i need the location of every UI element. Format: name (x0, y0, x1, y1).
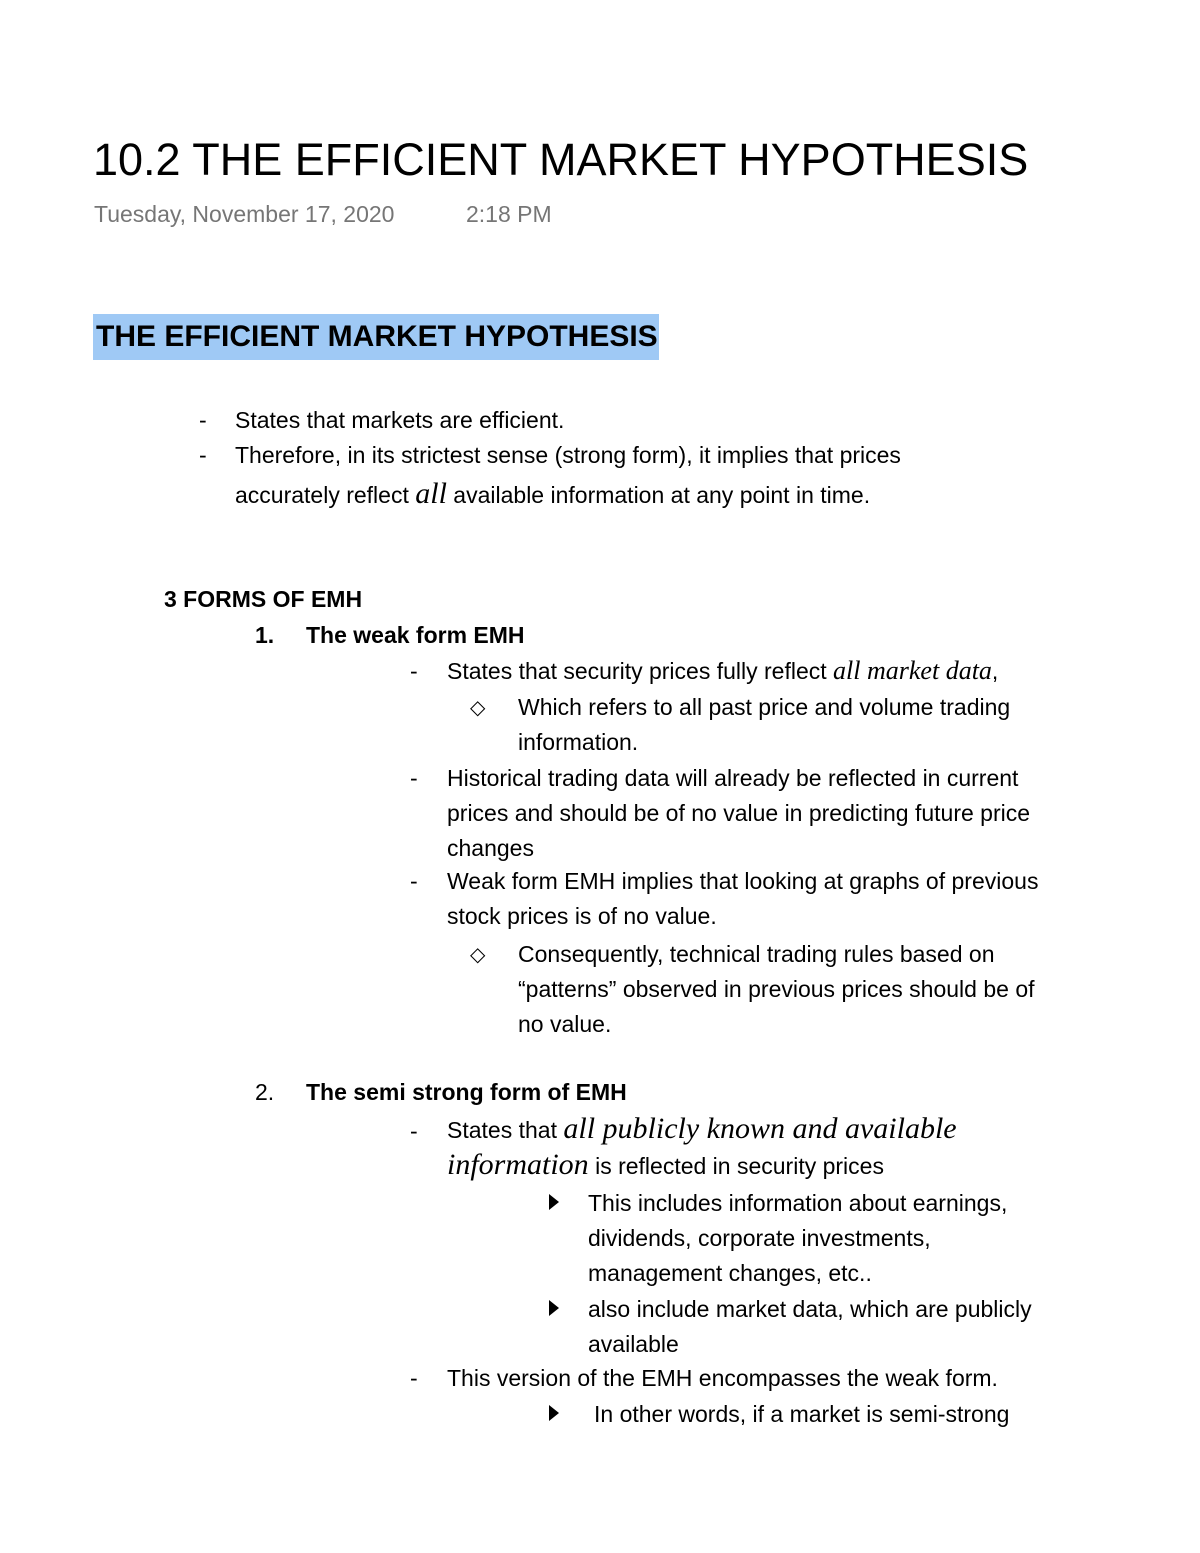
dash-bullet: - (410, 1118, 418, 1144)
sub-bullet-text: available (588, 1331, 679, 1357)
bullet-text-continued: information is reflected in security prices (447, 1148, 884, 1181)
bullet-text: Historical trading data will already be reflected in current (447, 765, 1019, 791)
sub-bullet-text: Consequently, technical trading rules based on (518, 941, 995, 967)
bullet-text: States that markets are efficient. (235, 407, 565, 433)
page-date: Tuesday, November 17, 2020 (94, 201, 395, 227)
sub-bullet-text: In other words, if a market is semi-strong (594, 1401, 1010, 1427)
dash-bullet: - (410, 868, 418, 894)
bullet-text: This version of the EMH encompasses the weak form. (447, 1365, 998, 1391)
sub-bullet-text: dividends, corporate investments, (588, 1225, 931, 1251)
emphasis-text: all (415, 477, 447, 510)
dash-bullet: - (199, 442, 207, 468)
page-title: 10.2 THE EFFICIENT MARKET HYPOTHESIS (93, 134, 1029, 185)
dash-bullet: - (199, 407, 207, 433)
sub-bullet-text: no value. (518, 1011, 612, 1037)
list-number: 1. (255, 622, 275, 648)
bullet-text: stock prices is of no value. (447, 903, 717, 929)
triangle-bullet-icon (549, 1405, 559, 1421)
emphasis-text: all market data (833, 656, 992, 685)
triangle-bullet-icon (549, 1300, 559, 1316)
page-time: 2:18 PM (466, 201, 552, 227)
bullet-text: changes (447, 835, 534, 861)
section-heading: THE EFFICIENT MARKET HYPOTHESIS (96, 320, 658, 353)
sub-bullet-text: “patterns” observed in previous prices should be of (518, 976, 1035, 1002)
triangle-bullet-icon (549, 1194, 559, 1210)
forms-heading: 3 FORMS OF EMH (164, 586, 363, 612)
emphasis-text: all publicly known and available (563, 1112, 957, 1145)
weak-form-title: The weak form EMH (306, 622, 525, 648)
bullet-text: Therefore, in its strictest sense (strong form), it implies that prices (235, 442, 901, 468)
diamond-bullet-icon: ◇ (470, 944, 486, 966)
bullet-text: States that all publicly known and available (447, 1112, 957, 1145)
sub-bullet-text: information. (518, 729, 639, 755)
diamond-bullet-icon: ◇ (470, 697, 486, 719)
sub-bullet-text: also include market data, which are publicly (588, 1296, 1032, 1322)
semi-strong-form-title: The semi strong form of EMH (306, 1079, 627, 1105)
emphasis-text: information (447, 1148, 589, 1181)
bullet-text: prices and should be of no value in predicting future price (447, 800, 1031, 826)
dash-bullet: - (410, 765, 418, 791)
sub-bullet-text: management changes, etc.. (588, 1260, 872, 1286)
bullet-text-continued: accurately reflect all available information at any point in time. (235, 477, 871, 510)
bullet-text: States that security prices fully reflect all market data, (447, 656, 999, 685)
list-number: 2. (255, 1079, 275, 1105)
bullet-text: Weak form EMH implies that looking at graphs of previous (447, 868, 1039, 894)
dash-bullet: - (410, 658, 418, 684)
dash-bullet: - (410, 1365, 418, 1391)
sub-bullet-text: This includes information about earnings, (588, 1190, 1008, 1216)
sub-bullet-text: Which refers to all past price and volume trading (518, 694, 1011, 720)
